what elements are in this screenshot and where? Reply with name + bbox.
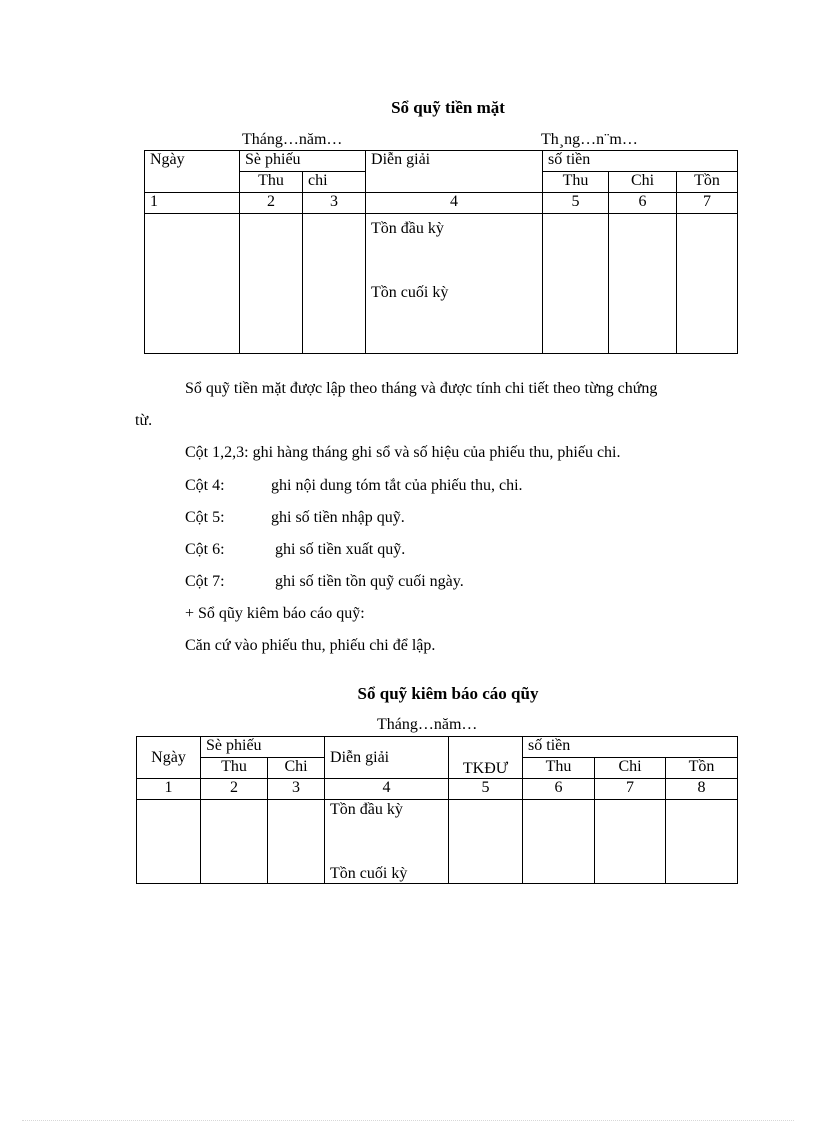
- header-voucher-no: Sè phiếu: [201, 737, 325, 758]
- note-col7-text: ghi số tiền tồn quỹ cuối ngày.: [275, 573, 464, 590]
- header-amount: số tiền: [523, 737, 738, 758]
- header-amount-balance: Tồn: [677, 172, 738, 193]
- cashbook-period-left: Tháng…năm…: [242, 131, 343, 148]
- note-col7-label: Cột 7:: [185, 573, 225, 590]
- body-cell: [145, 214, 240, 354]
- intro-line-1: Sổ quỹ tiền mặt được lập theo tháng và được tính chi tiết theo từng chứng: [185, 380, 658, 397]
- header-amount-receipt: Thu: [523, 758, 595, 779]
- header-amount-payment: Chi: [595, 758, 666, 779]
- closing-balance-label: Tồn cuối kỳ: [371, 284, 449, 301]
- body-cell: [543, 214, 609, 354]
- page-bottom-divider: [22, 1120, 794, 1121]
- column-number: 5: [449, 779, 523, 800]
- closing-balance-label: Tồn cuối kỳ: [330, 865, 408, 882]
- basis-note: Căn cứ vào phiếu thu, phiếu chi để lập.: [185, 637, 436, 654]
- header-amount-receipt: Thu: [543, 172, 609, 193]
- body-cell: [201, 800, 268, 884]
- header-amount-payment: Chi: [609, 172, 677, 193]
- column-number: 2: [201, 779, 268, 800]
- body-cell: [449, 800, 523, 884]
- column-number: 7: [677, 193, 738, 214]
- header-description: Diễn giải: [325, 737, 449, 779]
- header-date: Ngày: [145, 151, 240, 193]
- column-number: 8: [666, 779, 738, 800]
- note-col5-label: Cột 5:: [185, 509, 225, 526]
- body-cell: [523, 800, 595, 884]
- body-cell: [268, 800, 325, 884]
- column-number: 4: [325, 779, 449, 800]
- column-number: 6: [609, 193, 677, 214]
- cashbook-title: Sổ quỹ tiền mặt: [391, 98, 505, 117]
- column-number: 7: [595, 779, 666, 800]
- opening-balance-label: Tồn đầu kỳ: [371, 220, 444, 237]
- body-cell: [137, 800, 201, 884]
- body-cell: [609, 214, 677, 354]
- cashbook-period-right: Th¸ng…n¨m…: [541, 131, 638, 148]
- description-body-cell: [325, 800, 449, 884]
- body-cell: [595, 800, 666, 884]
- header-amount: số tiền: [543, 151, 738, 172]
- header-amount-balance: Tồn: [666, 758, 738, 779]
- column-number: 1: [145, 193, 240, 214]
- header-description: Diễn giải: [366, 151, 543, 193]
- cash-report-period: Tháng…năm…: [377, 716, 478, 733]
- column-number: 1: [137, 779, 201, 800]
- cashbook-table: [144, 150, 738, 354]
- cash-report-title: Sổ quỹ kiêm báo cáo qũy: [357, 684, 539, 703]
- note-col4-label: Cột 4:: [185, 477, 225, 494]
- column-number: 3: [268, 779, 325, 800]
- note-col4-text: ghi nội dung tóm tắt của phiếu thu, chi.: [271, 477, 523, 494]
- opening-balance-label: Tồn đầu kỳ: [330, 801, 403, 818]
- bullet-cash-report: + Sổ qũy kiêm báo cáo quỹ:: [185, 605, 365, 622]
- body-cell: [666, 800, 738, 884]
- body-cell: [303, 214, 366, 354]
- description-body-cell: [366, 214, 543, 354]
- header-voucher-payment: chi: [303, 172, 366, 193]
- note-col6-text: ghi số tiền xuất quỹ.: [275, 541, 406, 558]
- note-col5-text: ghi số tiền nhập quỹ.: [271, 509, 405, 526]
- column-number: 2: [240, 193, 303, 214]
- header-voucher-no: Sè phiếu: [240, 151, 366, 172]
- column-number: 3: [303, 193, 366, 214]
- header-voucher-payment: Chi: [268, 758, 325, 779]
- header-voucher-receipt: Thu: [201, 758, 268, 779]
- cash-report-table: [136, 736, 738, 884]
- column-number: 4: [366, 193, 543, 214]
- note-col123: Cột 1,2,3: ghi hàng tháng ghi sổ và số hiệu của phiếu thu, phiếu chi.: [185, 444, 621, 461]
- header-counter-account: TKĐƯ: [449, 737, 523, 779]
- note-col6-label: Cột 6:: [185, 541, 225, 558]
- column-number: 6: [523, 779, 595, 800]
- header-date: Ngày: [137, 737, 201, 779]
- body-cell: [240, 214, 303, 354]
- column-number: 5: [543, 193, 609, 214]
- body-cell: [677, 214, 738, 354]
- header-voucher-receipt: Thu: [240, 172, 303, 193]
- intro-line-2: từ.: [135, 412, 153, 429]
